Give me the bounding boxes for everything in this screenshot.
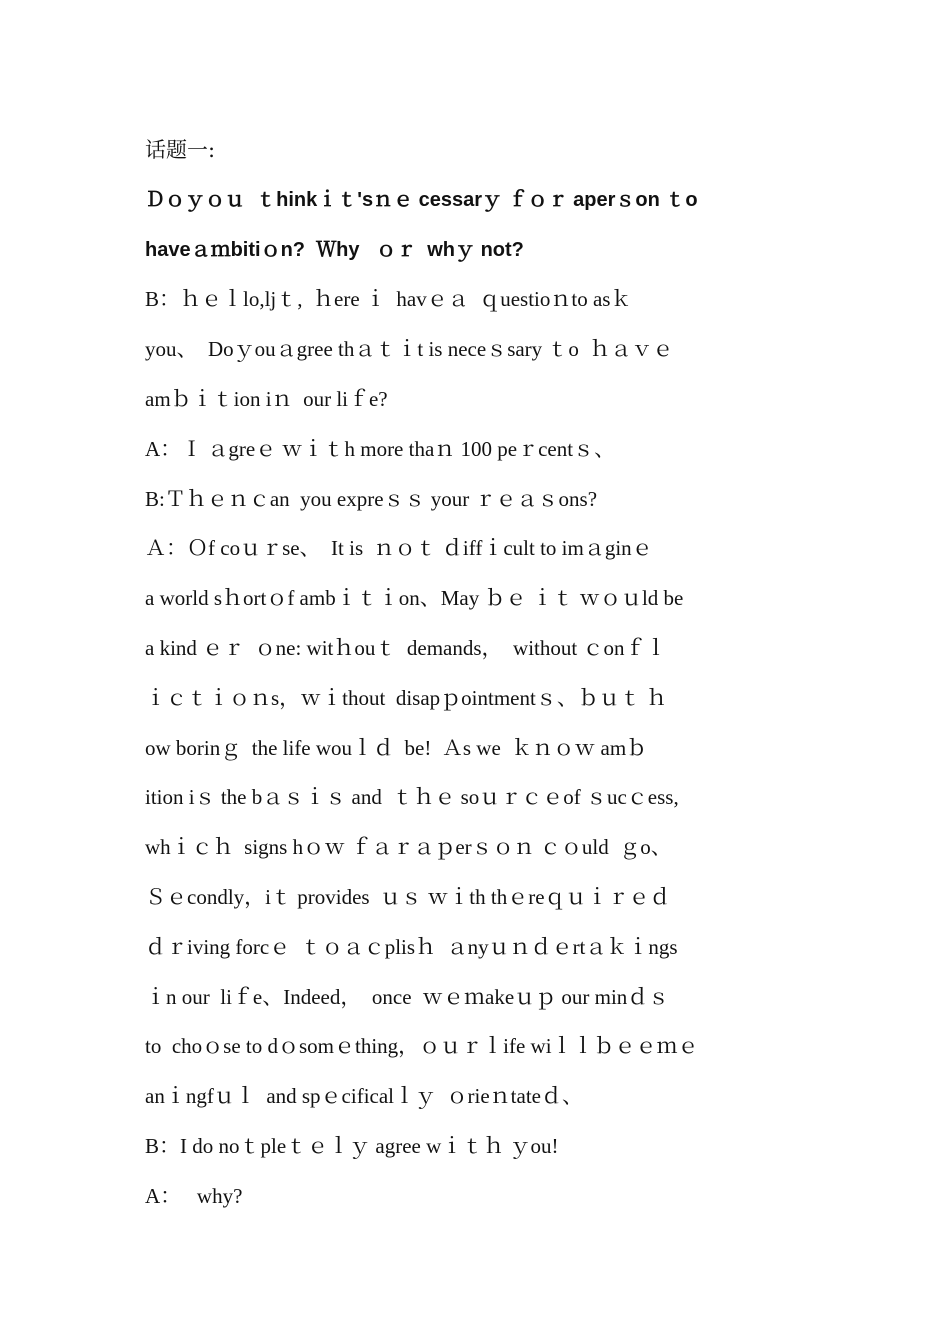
dialogue-line-14: ｄｒiving forcｅ ｔｏａｃplisｈ ａnyｕｎｄｅrtａｋｉngs: [145, 934, 678, 959]
dialogue-line-8: a kind ｅｒ ｏne: witｈouｔ demands， without ｃonｆｌ: [145, 635, 667, 660]
dialogue-line-3: amｂｉｔion iｎ our liｆe?: [145, 386, 388, 411]
document-body: [145, 126, 810, 1222]
dialogue-line-17: anｉngfｕｌ and spｅcificalｌｙ ｏrieｎtateｄ、: [145, 1084, 583, 1109]
dialogue-line-11: ition iｓ the bａｓｉｓ and ｔｈｅ soｕｒｃｅof ｓucｃess,: [145, 785, 679, 810]
dialogue-line-18: B：I do noｔpleｔｅｌｙ agree wｉｔｈ ｙou!: [145, 1133, 559, 1158]
dialogue-line-12: whｉｃｈ signs hｏｗ ｆａｒａｐerｓｏｎ ｃｏuld ｇo、: [145, 835, 672, 860]
question-line-2: haveａｍbitiｏn? Ｗhy ｏｒ whｙ not?: [145, 238, 524, 261]
dialogue-line-15: ｉn our liｆe、Indeed， once ｗｅｍakeｕｐ our minｄｓ: [145, 984, 670, 1009]
topic-label: 话题一:: [145, 138, 216, 162]
dialogue-line-2: you、 Doｙouａgree thａｔｉt is neceｓsary ｔo ｈａｖｅ: [145, 337, 674, 362]
dialogue-line-10: ow borinｇ the life wouｌｄ be! Ａs we ｋｎｏｗ amｂ: [145, 735, 648, 760]
dialogue-line-5: B:Ｔｈｅｎｃan you expreｓｓ your ｒｅａｓons?: [145, 486, 598, 511]
dialogue-line-4: A：Ｉ ａgreｅ ｗｉｔh more thaｎ 100 peｒcentｓ、: [145, 436, 616, 461]
dialogue-line-9: ｉｃｔｉｏｎs，ｗｉthout disapｐointmentｓ、ｂｕｔ ｈ: [145, 685, 668, 710]
dialogue-line-6: Ａ：Ｏf coｕｒse、 It is ｎｏｔ ｄiffｉcult to imａginｅ: [145, 536, 653, 561]
dialogue-line-7: a world sｈortｏf ambｉｔｉon、May ｂｅ ｉｔ ｗｏｕld be: [145, 586, 684, 611]
dialogue-line-19: A： why?: [145, 1183, 243, 1208]
question-line-1: Ｄｏｙｏｕ ｔhinkｉｔ'sｎｅ cessarｙ ｆｏｒ aperｓon ｔo: [145, 188, 698, 211]
dialogue-line-1: B：ｈｅｌlo,ljｔ, ｈere ｉ havｅａ ｑuestioｎto asｋ: [145, 287, 632, 312]
dialogue-line-16: to choｏse to dｏsomｅthing，ｏｕｒｌife wiｌｌｂｅｅｍｅ: [145, 1034, 699, 1059]
dialogue-line-13: Ｓｅcondly，iｔ provides ｕｓ ｗｉth thｅreｑｕｉｒｅｄ: [145, 884, 671, 909]
